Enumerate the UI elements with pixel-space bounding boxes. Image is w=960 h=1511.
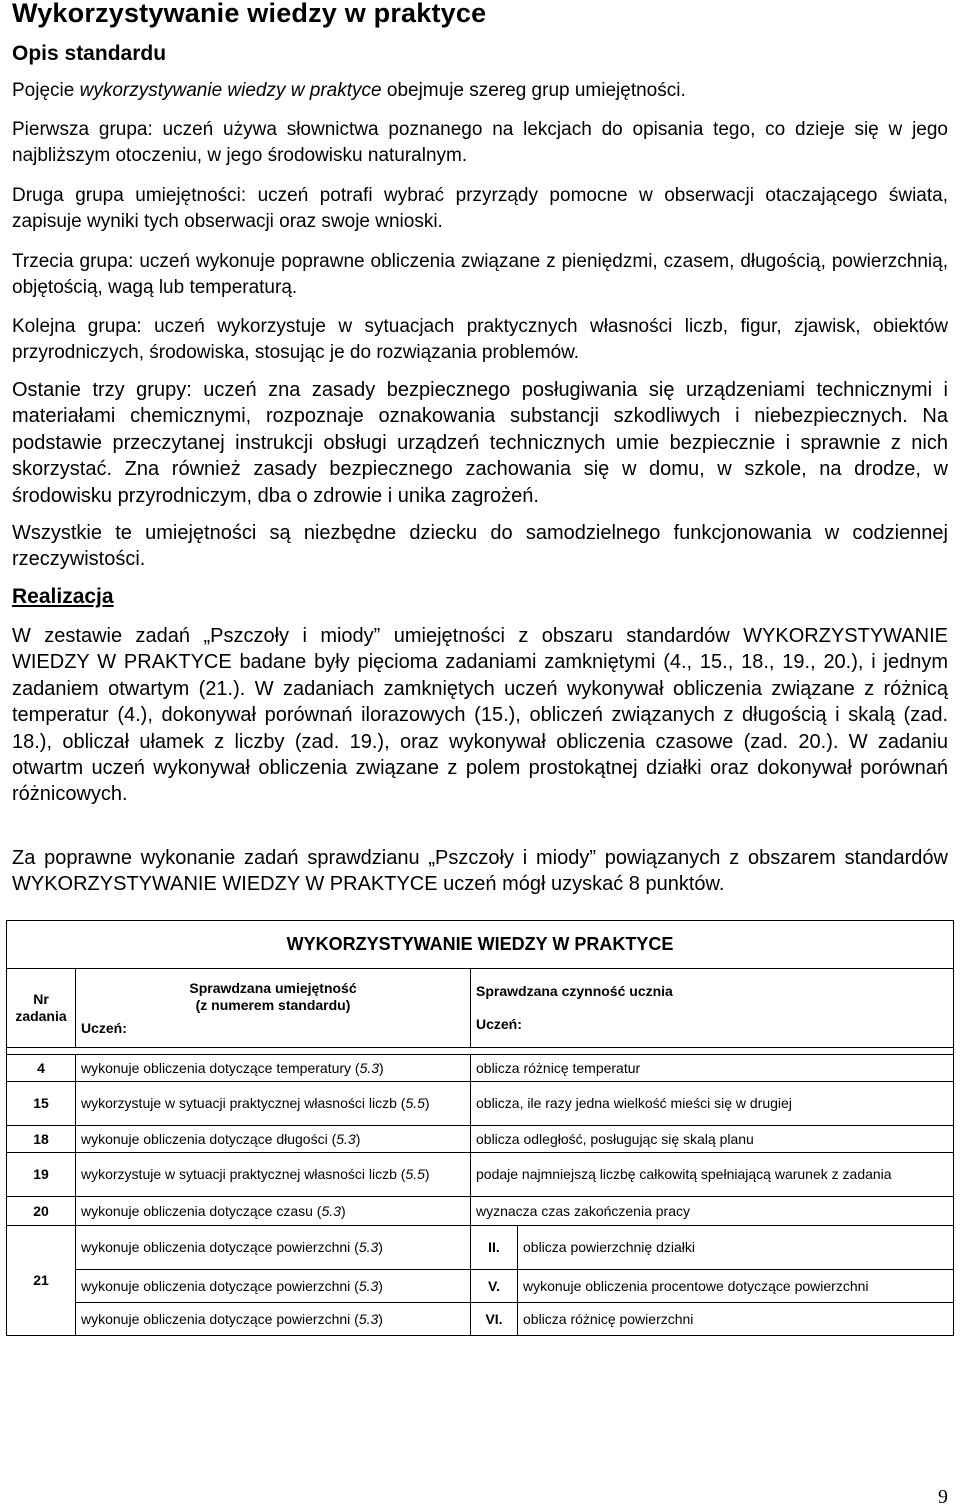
table-row	[7, 1126, 954, 1153]
paragraph: W zestawie zadań „Pszczoły i miody” umiejętności z obszaru standardów WYKORZYSTYWANIE WIEDZY W PRAKTYCE badane były pięcioma zadaniami zamkniętymi (4., 15., 18., 19., 20.), i jednym zadaniem otwartym (21.). W zadaniach zamkniętych uczeń wykonywał obliczenia związane z różnicą temperatur (4.), dokonywał porównań ilorazowych (15.), obliczeń związanych z długością i skalą (zad. 18.), obliczał ułamek z liczby (zad. 19.), oraz wykonywał obliczenia czasowe (zad. 20.). W zadaniu otwartm uczeń wykonywał obliczenia związane z polem prostokątnej działki oraz dokonywał porównań różnicowych.	[12, 625, 948, 806]
text: obejmuje szereg grup umiejętności.	[381, 80, 686, 101]
task-number: 4	[7, 1055, 76, 1082]
standard-number: 5.3	[358, 1239, 379, 1255]
table-header-row	[7, 969, 954, 1048]
paragraph: Ostanie trzy grupy: uczeń zna zasady bezpiecznego posługiwania się urządzeniami technicznymi i materiałami chemicznymi, rozpoznaje oznakowania substancji szkodliwych i niebezpiecznych. Na podstawie przeczytanej instrukcji obsługi urządzeń technicznych umie bezpiecznie i sprawnie z nich skorzystać. Zna również zasady bezpiecznego zachowania się w domu, w szkole, na drodze, w środowisku przyrodniczym, dba o zdrowie i unika zagrożeń.	[12, 379, 948, 507]
text: Pojęcie	[12, 80, 80, 101]
skill-text: wykonuje obliczenia dotyczące długości (	[81, 1130, 337, 1147]
paragraph: Za poprawne wykonanie zadań sprawdzianu „Pszczoły i miody” powiązanych z obszarem standardów WYKORZYSTYWANIE WIEDZY W PRAKTYCE uczeń mógł uzyskać 8 punktów.	[12, 847, 948, 896]
skill-cell	[76, 1055, 471, 1082]
paren: )	[378, 1277, 383, 1294]
activity-cell: oblicza różnicę powierzchni	[518, 1303, 954, 1336]
task-number: 18	[7, 1126, 76, 1153]
skill-cell	[76, 1197, 471, 1226]
page-number: 9	[938, 1486, 948, 1508]
activity-cell: oblicza powierzchnię działki	[518, 1226, 954, 1270]
header-nr: Nr zadania	[7, 969, 76, 1048]
standard-number: 5.3	[358, 1277, 379, 1294]
activity-cell: wykonuje obliczenia procentowe dotyczące powierzchni	[518, 1270, 954, 1303]
section-heading-opis: Opis standardu	[12, 42, 167, 65]
standard-number: 5.3	[321, 1202, 341, 1219]
standard-number: 5.3	[359, 1059, 380, 1076]
activity-cell: oblicza, ile razy jedna wielkość mieści się w drugiej	[471, 1082, 954, 1126]
header-skill-uczen: Uczeń:	[81, 1019, 127, 1036]
activity-cell: oblicza odległość, posługując się skalą planu	[471, 1126, 954, 1153]
paragraph: Trzecia grupa: uczeń wykonuje poprawne obliczenia związane z pieniędzmi, czasem, długością, powierzchnią, objętością, wagą lub temperaturą.	[12, 251, 948, 298]
table-row	[7, 1226, 954, 1270]
skill-text: wykonuje obliczenia dotyczące powierzchni (	[81, 1239, 359, 1255]
table-row	[7, 1082, 954, 1126]
paren: )	[355, 1130, 361, 1147]
criterion-number: VI.	[471, 1303, 518, 1336]
standards-table	[6, 920, 954, 1336]
paren: )	[378, 1239, 383, 1255]
paren: )	[340, 1202, 346, 1219]
skill-cell	[76, 1270, 471, 1303]
page-title: Wykorzystywanie wiedzy w praktyce	[12, 0, 487, 28]
header-skill	[76, 969, 471, 1048]
table-row	[7, 1055, 954, 1082]
table-title: WYKORZYSTYWANIE WIEDZY W PRAKTYCE	[7, 921, 954, 969]
header-skill-label: Sprawdzana umiejętność (z numerem standardu)	[189, 979, 357, 1013]
criterion-number: II.	[471, 1226, 518, 1270]
skill-cell	[76, 1126, 471, 1153]
paren: )	[379, 1059, 384, 1076]
standard-number: 5.3	[358, 1310, 379, 1327]
header-activity	[471, 969, 954, 1048]
table-row	[7, 1153, 954, 1197]
task-number: 15	[7, 1082, 76, 1126]
standard-number: 5.5	[405, 1095, 425, 1111]
skill-text: wykonuje obliczenia dotyczące temperatury (	[81, 1059, 360, 1076]
task-number: 20	[7, 1197, 76, 1226]
task-number: 21	[7, 1226, 76, 1336]
activity-cell: oblicza różnicę temperatur	[471, 1055, 954, 1082]
paren: )	[424, 1166, 430, 1182]
paragraph: Pierwsza grupa: uczeń używa słownictwa poznanego na lekcjach do opisania tego, co dzieje się w jego najbliższym otoczeniu, w jego środowisku naturalnym.	[12, 119, 948, 166]
standard-number: 5.5	[405, 1166, 425, 1182]
paren: )	[378, 1310, 383, 1327]
spacer	[7, 1048, 954, 1055]
header-activity-uczen: Uczeń:	[476, 1016, 522, 1032]
header-activity-label: Sprawdzana czynność ucznia	[476, 983, 673, 999]
paragraph: Wszystkie te umiejętności są niezbędne dziecku do samodzielnego funkcjonowania w codziennej rzeczywistości.	[12, 522, 948, 571]
section-heading-realizacja: Realizacja	[12, 585, 114, 608]
skill-cell	[76, 1303, 471, 1336]
activity-cell: wyznacza czas zakończenia pracy	[471, 1197, 954, 1226]
paragraph: Druga grupa umiejętności: uczeń potrafi wybrać przyrządy pomocne w obserwacji otaczającego świata, zapisuje wyniki tych obserwacji oraz swoje wnioski.	[12, 185, 948, 232]
activity-cell: podaje najmniejszą liczbę całkowitą spełniającą warunek z zadania	[471, 1153, 954, 1197]
skill-text: wykonuje obliczenia dotyczące powierzchni (	[81, 1310, 359, 1327]
table-body	[7, 1055, 954, 1336]
skill-text: wykorzystuje w sytuacji praktycznej własności liczb (	[81, 1166, 406, 1182]
skill-cell	[76, 1082, 471, 1126]
table-row	[7, 1303, 954, 1336]
paragraph	[12, 78, 948, 104]
skill-text: wykorzystuje w sytuacji praktycznej własności liczb (	[81, 1095, 406, 1111]
standard-number: 5.3	[336, 1130, 356, 1147]
paragraph: Kolejna grupa: uczeń wykorzystuje w sytuacjach praktycznych własności liczb, figur, zjawisk, obiektów przyrodniczych, środowiska, stosując je do rozwiązania problemów.	[12, 316, 948, 363]
skill-cell	[76, 1153, 471, 1197]
italic-term: wykorzystywanie wiedzy w praktyce	[79, 80, 382, 101]
skill-text: wykonuje obliczenia dotyczące powierzchni (	[81, 1277, 359, 1294]
paren: )	[424, 1095, 430, 1111]
table-row	[7, 1270, 954, 1303]
table-row	[7, 1197, 954, 1226]
criterion-number: V.	[471, 1270, 518, 1303]
skill-text: wykonuje obliczenia dotyczące czasu (	[81, 1202, 322, 1219]
skill-cell	[76, 1226, 471, 1270]
task-number: 19	[7, 1153, 76, 1197]
